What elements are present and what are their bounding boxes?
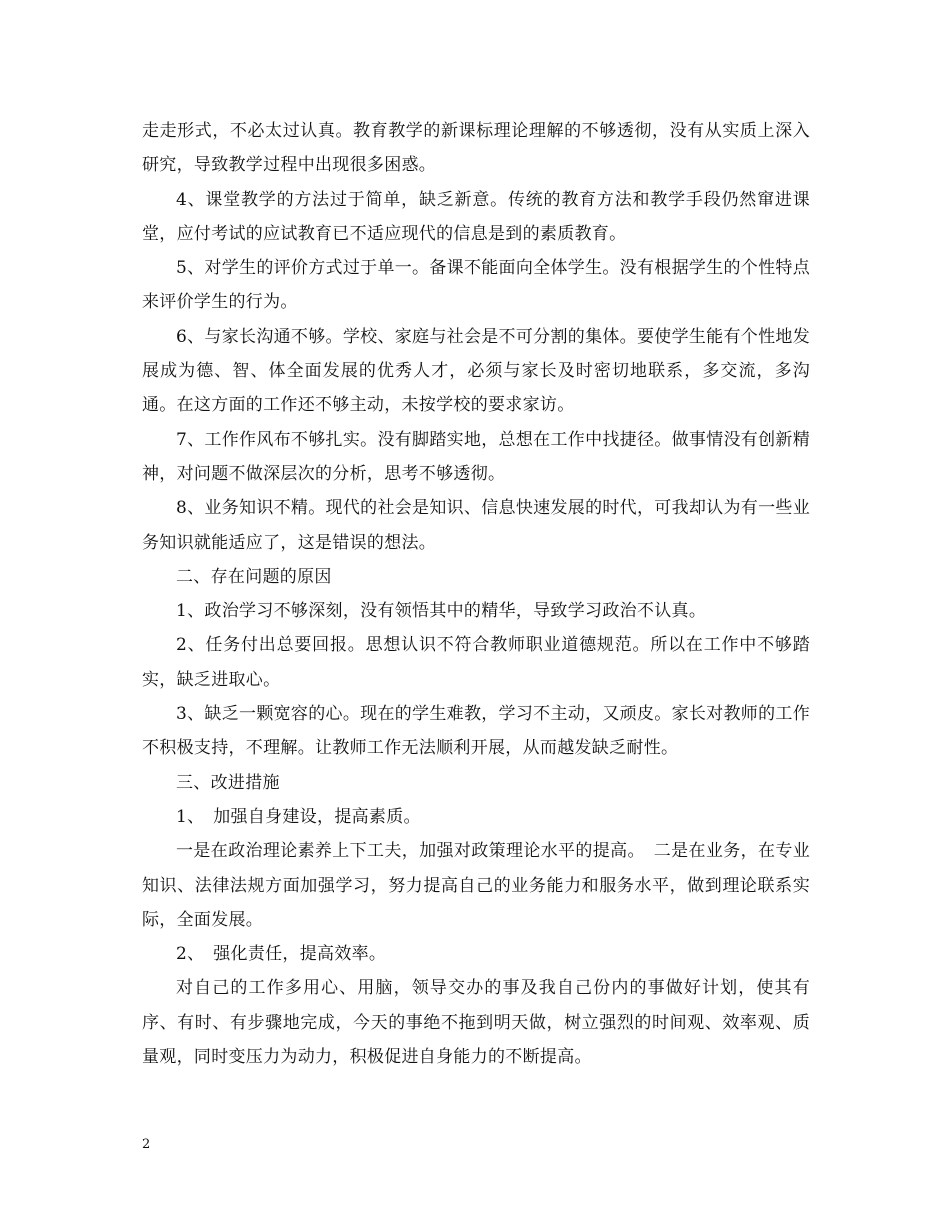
section-heading: 三、改进措施 xyxy=(176,772,280,793)
section-heading: 二、存在问题的原因 xyxy=(176,566,332,587)
page-number: 2 xyxy=(142,1137,151,1152)
paragraph: 3、缺乏一颗宽容的心。现在的学生难教，学习不主动，又顽皮。家长对教师的工作不积极支持，不理解。让教师工作无法顺利开展，从而越发缺乏耐性。 xyxy=(142,704,810,759)
paragraph: 一是在政治理论素养上下工夫，加强对政策理论水平的提高。 二是在业务，在专业知识、法律法规方面加强学习，努力提高自己的业务能力和服务水平，做到理论联系实际，全面发展。 xyxy=(142,841,810,930)
paragraph: 走走形式，不必太过认真。教育教学的新课标理论理解的不够透彻，没有从实质上深入研究，导致教学过程中出现很多困惑。 xyxy=(142,121,810,176)
subsection-heading: 2、 强化责任，提高效率。 xyxy=(176,944,387,965)
paragraph: 8、业务知识不精。现代的社会是知识、信息快速发展的时代，可我却认为有一些业务知识就能适应了，这是错误的想法。 xyxy=(142,498,810,553)
paragraph: 对自己的工作多用心、用脑，领导交办的事及我自己份内的事做好计划，使其有序、有时、有步骤地完成，今天的事绝不拖到明天做，树立强烈的时间观、效率观、质量观，同时变压力为动力，积极促进自身能力的不断提高。 xyxy=(142,978,810,1068)
subsection-heading: 1、 加强自身建设，提高素质。 xyxy=(176,806,421,827)
paragraph: 6、与家长沟通不够。学校、家庭与社会是不可分割的集体。要使学生能有个性地发展成为德、智、体全面发展的优秀人才，必须与家长及时密切地联系，多交流，多沟通。在这方面的工作还不够主动，未按学校的要求家访。 xyxy=(142,326,810,416)
paragraph: 7、工作作风布不够扎实。没有脚踏实地，总想在工作中找捷径。做事情没有创新精神，对问题不做深层次的分析，思考不够透彻。 xyxy=(142,429,810,484)
document-body xyxy=(142,114,810,1074)
paragraph: 2、任务付出总要回报。思想认识不符合教师职业道德规范。所以在工作中不够踏实，缺乏进取心。 xyxy=(142,635,810,690)
paragraph: 1、政治学习不够深刻，没有领悟其中的精华，导致学习政治不认真。 xyxy=(176,601,707,622)
paragraph: 4、课堂教学的方法过于简单，缺乏新意。传统的教育方法和教学手段仍然窜进课堂，应付考试的应试教育已不适应现代的信息是到的素质教育。 xyxy=(142,189,810,244)
paragraph: 5、对学生的评价方式过于单一。备课不能面向全体学生。没有根据学生的个性特点来评价学生的行为。 xyxy=(142,258,810,313)
